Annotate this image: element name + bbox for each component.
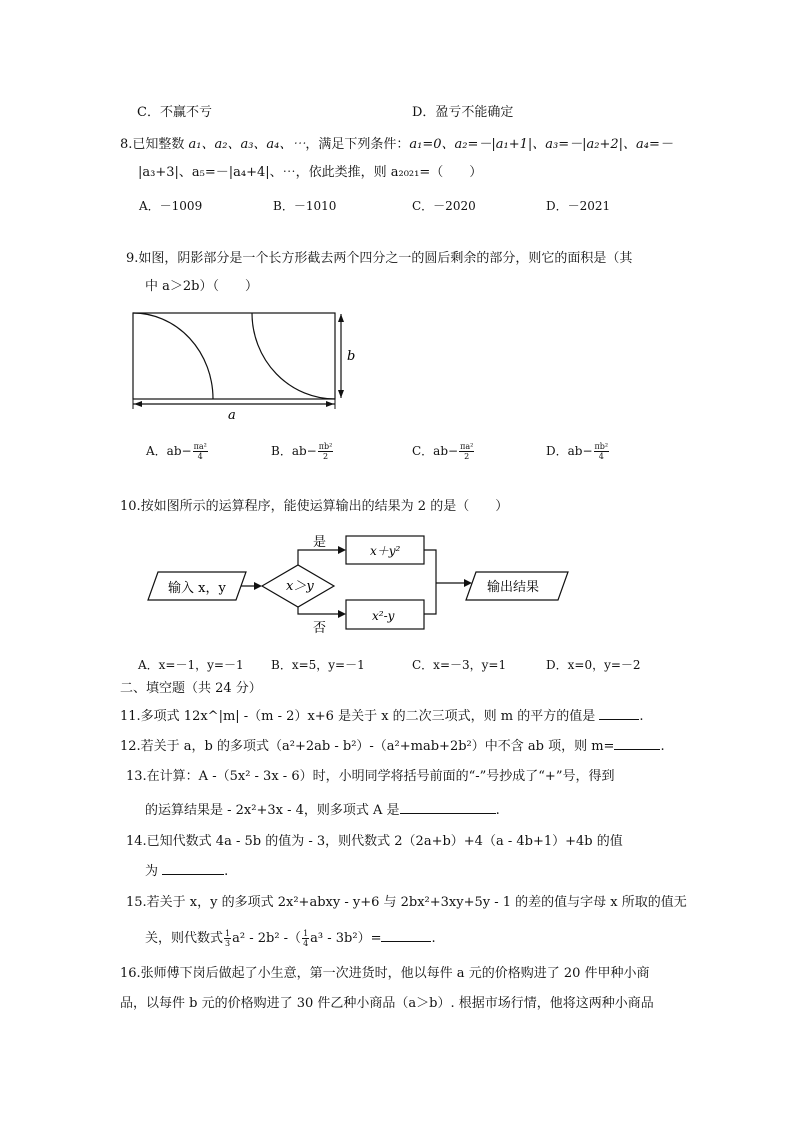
- arrow-input-head: [254, 582, 262, 590]
- q9-option-d-numerator: πb²: [594, 442, 609, 451]
- q8-option-a: A．－1009: [139, 199, 203, 213]
- q9-option-d: [546, 442, 610, 461]
- yes-branch-arrow: [338, 546, 346, 554]
- q16-line2: 品，以每件 b 元的价格购进了 30 件乙种小商品（a＞b）. 根据市场行情，他将这两种小商品: [120, 996, 654, 1011]
- q15-line2-tail: a³ - 3b²）=: [310, 931, 382, 946]
- yes-branch-line: [298, 550, 342, 565]
- input-label: 输入 x，y: [168, 581, 226, 596]
- output-label: 输出结果: [487, 580, 540, 595]
- q10-option-d: D．x=0，y=－2: [546, 658, 641, 672]
- q8-stem-line1: [120, 136, 673, 154]
- q15-frac2-denominator: 4: [303, 939, 309, 948]
- label-a: a: [228, 408, 236, 423]
- q14-line2: 为 .: [145, 864, 229, 879]
- q9-option-c-numerator: πa²: [460, 442, 474, 451]
- q10-stem: 10.按如图所示的运算程序，能使运算输出的结果为 2 的是（ ）: [120, 499, 509, 514]
- q11: 11.多项式 12x^|m| -（m - 2）x+6 是关于 x 的二次三项式，则 m 的平方的值是 .: [120, 709, 644, 724]
- q9-stem-line1: 9.如图，阴影部分是一个长方形截去两个四分之一的圆后剩余的部分，则它的面积是（其: [126, 251, 633, 266]
- q9-option-d-prefix: D．ab−: [546, 444, 593, 458]
- no-branch-arrow: [338, 610, 346, 618]
- q9-option-b-prefix: B．ab−: [271, 444, 317, 458]
- q7-option-c: C．不赢不亏: [137, 105, 212, 120]
- q15-line2: 关，则代数式 $\frac{1}{3}$ a² - 2b² -（ $\frac{1}{4}$ a³ - 3b²）= .: [145, 929, 436, 948]
- q15-line1: 15.若关于 x，y 的多项式 2x²+abxy - y+6 与 2bx²+3xy+5y - 1 的差的值与字母 x 所取的值无: [126, 895, 687, 910]
- q9-option-c-denominator: 2: [464, 452, 470, 461]
- q13-answer-blank[interactable]: [400, 801, 496, 814]
- rectangle-outline: [133, 313, 335, 399]
- label-b: b: [347, 349, 356, 364]
- q8-condition: ，满足下列条件：: [305, 137, 410, 152]
- q11-text: 11.多项式 12x^|m| -（m - 2）x+6 是关于 x 的二次三项式，则 m 的平方的值是: [120, 709, 596, 724]
- dimension-a-arrow-left: [134, 401, 142, 407]
- q15-fraction-one-quarter: [302, 929, 309, 948]
- decision-label: x＞y: [286, 579, 314, 594]
- q9-option-c: [412, 442, 475, 461]
- q9-option-b: [271, 442, 334, 461]
- q8-option-c: C．－2020: [412, 199, 476, 213]
- q9-option-d-fraction: [594, 442, 610, 461]
- dimension-b-arrow-bottom: [338, 390, 344, 398]
- no-label: 否: [313, 621, 327, 636]
- q13-line2: 的运算结果是 - 2x²+3x - 4，则多项式 A 是 .: [145, 803, 500, 818]
- q10-option-c: C．x=－3，y=1: [412, 658, 507, 672]
- dimension-a-arrow-right: [326, 401, 334, 407]
- q8-option-d: D．－2021: [546, 199, 611, 213]
- quarter-arc-right: [252, 313, 335, 399]
- q9-option-b-denominator: 2: [322, 452, 329, 461]
- q9-option-b-fraction: [318, 442, 334, 461]
- q8-stem-line2: |a₃+3|、a₅=－|a₄+4|、⋯，依此类推，则 a₂₀₂₁=（ ）: [138, 165, 483, 180]
- q14-line2-text: 为: [145, 864, 159, 879]
- q8-prefix: 8.已知整数: [120, 137, 189, 152]
- q9-option-a-denominator: 4: [197, 452, 203, 461]
- no-branch-line: [298, 607, 342, 614]
- dimension-b-arrow-top: [338, 314, 344, 322]
- q9-option-a: [146, 442, 209, 461]
- q12: 12.若关于 a，b 的多项式（a²+2ab - b²）-（a²+mab+2b²）中不含 ab 项，则 m= .: [120, 739, 665, 754]
- q9-option-d-denominator: 4: [598, 452, 604, 461]
- q8-option-b: B．－1010: [273, 199, 337, 213]
- q15-line2-middle: a² - 2b² -（: [232, 931, 302, 946]
- q9-option-a-fraction: [193, 442, 208, 461]
- q15-frac1-denominator: 3: [225, 939, 231, 948]
- q9-stem-line2: 中 a＞2b）（ ）: [145, 279, 258, 294]
- quarter-arc-left: [133, 313, 213, 399]
- q15-fraction-one-third: [224, 929, 231, 948]
- merge-bracket: [424, 550, 436, 614]
- q12-text: 12.若关于 a，b 的多项式（a²+2ab - b²）-（a²+mab+2b²）中不含 ab 项，则 m=: [120, 739, 615, 754]
- q12-answer-blank[interactable]: [614, 737, 660, 750]
- q9-option-b-numerator: πb²: [318, 442, 333, 451]
- q10-flowchart: [138, 528, 578, 648]
- q10-option-a: A．x=－1，y=－1: [138, 658, 244, 672]
- q9-figure: [125, 305, 365, 425]
- q16-line1: 16.张师傅下岗后做起了小生意，第一次进货时，他以每件 a 元的价格购进了 20 件甲种小商: [120, 966, 650, 981]
- q9-option-c-prefix: C．ab−: [412, 444, 459, 458]
- q15-frac2-numerator: 1: [303, 929, 309, 938]
- q14-answer-blank[interactable]: [162, 862, 224, 875]
- q7-option-d: D．盈亏不能确定: [412, 105, 514, 120]
- yes-process-label: x＋y²: [370, 544, 401, 558]
- yes-label: 是: [313, 535, 327, 550]
- q13-line2-text: 的运算结果是 - 2x²+3x - 4，则多项式 A 是: [145, 803, 400, 818]
- no-process-label: x²-y: [372, 609, 395, 623]
- q9-option-a-prefix: A．ab−: [146, 444, 192, 458]
- q9-option-c-fraction: [459, 442, 474, 461]
- q11-answer-blank[interactable]: [599, 707, 639, 720]
- q10-option-b: B．x=5，y=－1: [271, 658, 365, 672]
- q15-frac1-numerator: 1: [225, 929, 231, 938]
- section-heading-fill-in: 二、填空题（共 24 分）: [120, 681, 262, 696]
- q15-answer-blank[interactable]: [381, 929, 431, 942]
- q9-option-a-numerator: πa²: [193, 442, 207, 451]
- q8-sequence: a₁、a₂、a₃、a₄、⋯: [188, 137, 306, 152]
- q14-line1: 14.已知代数式 4a - 5b 的值为 - 3，则代数式 2（2a+b）+4（a - 4b+1）+4b 的值: [126, 834, 623, 849]
- q8-terms: a₁=0、a₂=－|a₁+1|、a₃=－|a₂+2|、a₄=－: [409, 137, 673, 152]
- q13-line1: 13.在计算：A -（5x² - 3x - 6）时，小明同学将括号前面的“-”号抄成了“+”号，得到: [126, 769, 615, 784]
- q15-line2-prefix: 关，则代数式: [145, 931, 224, 946]
